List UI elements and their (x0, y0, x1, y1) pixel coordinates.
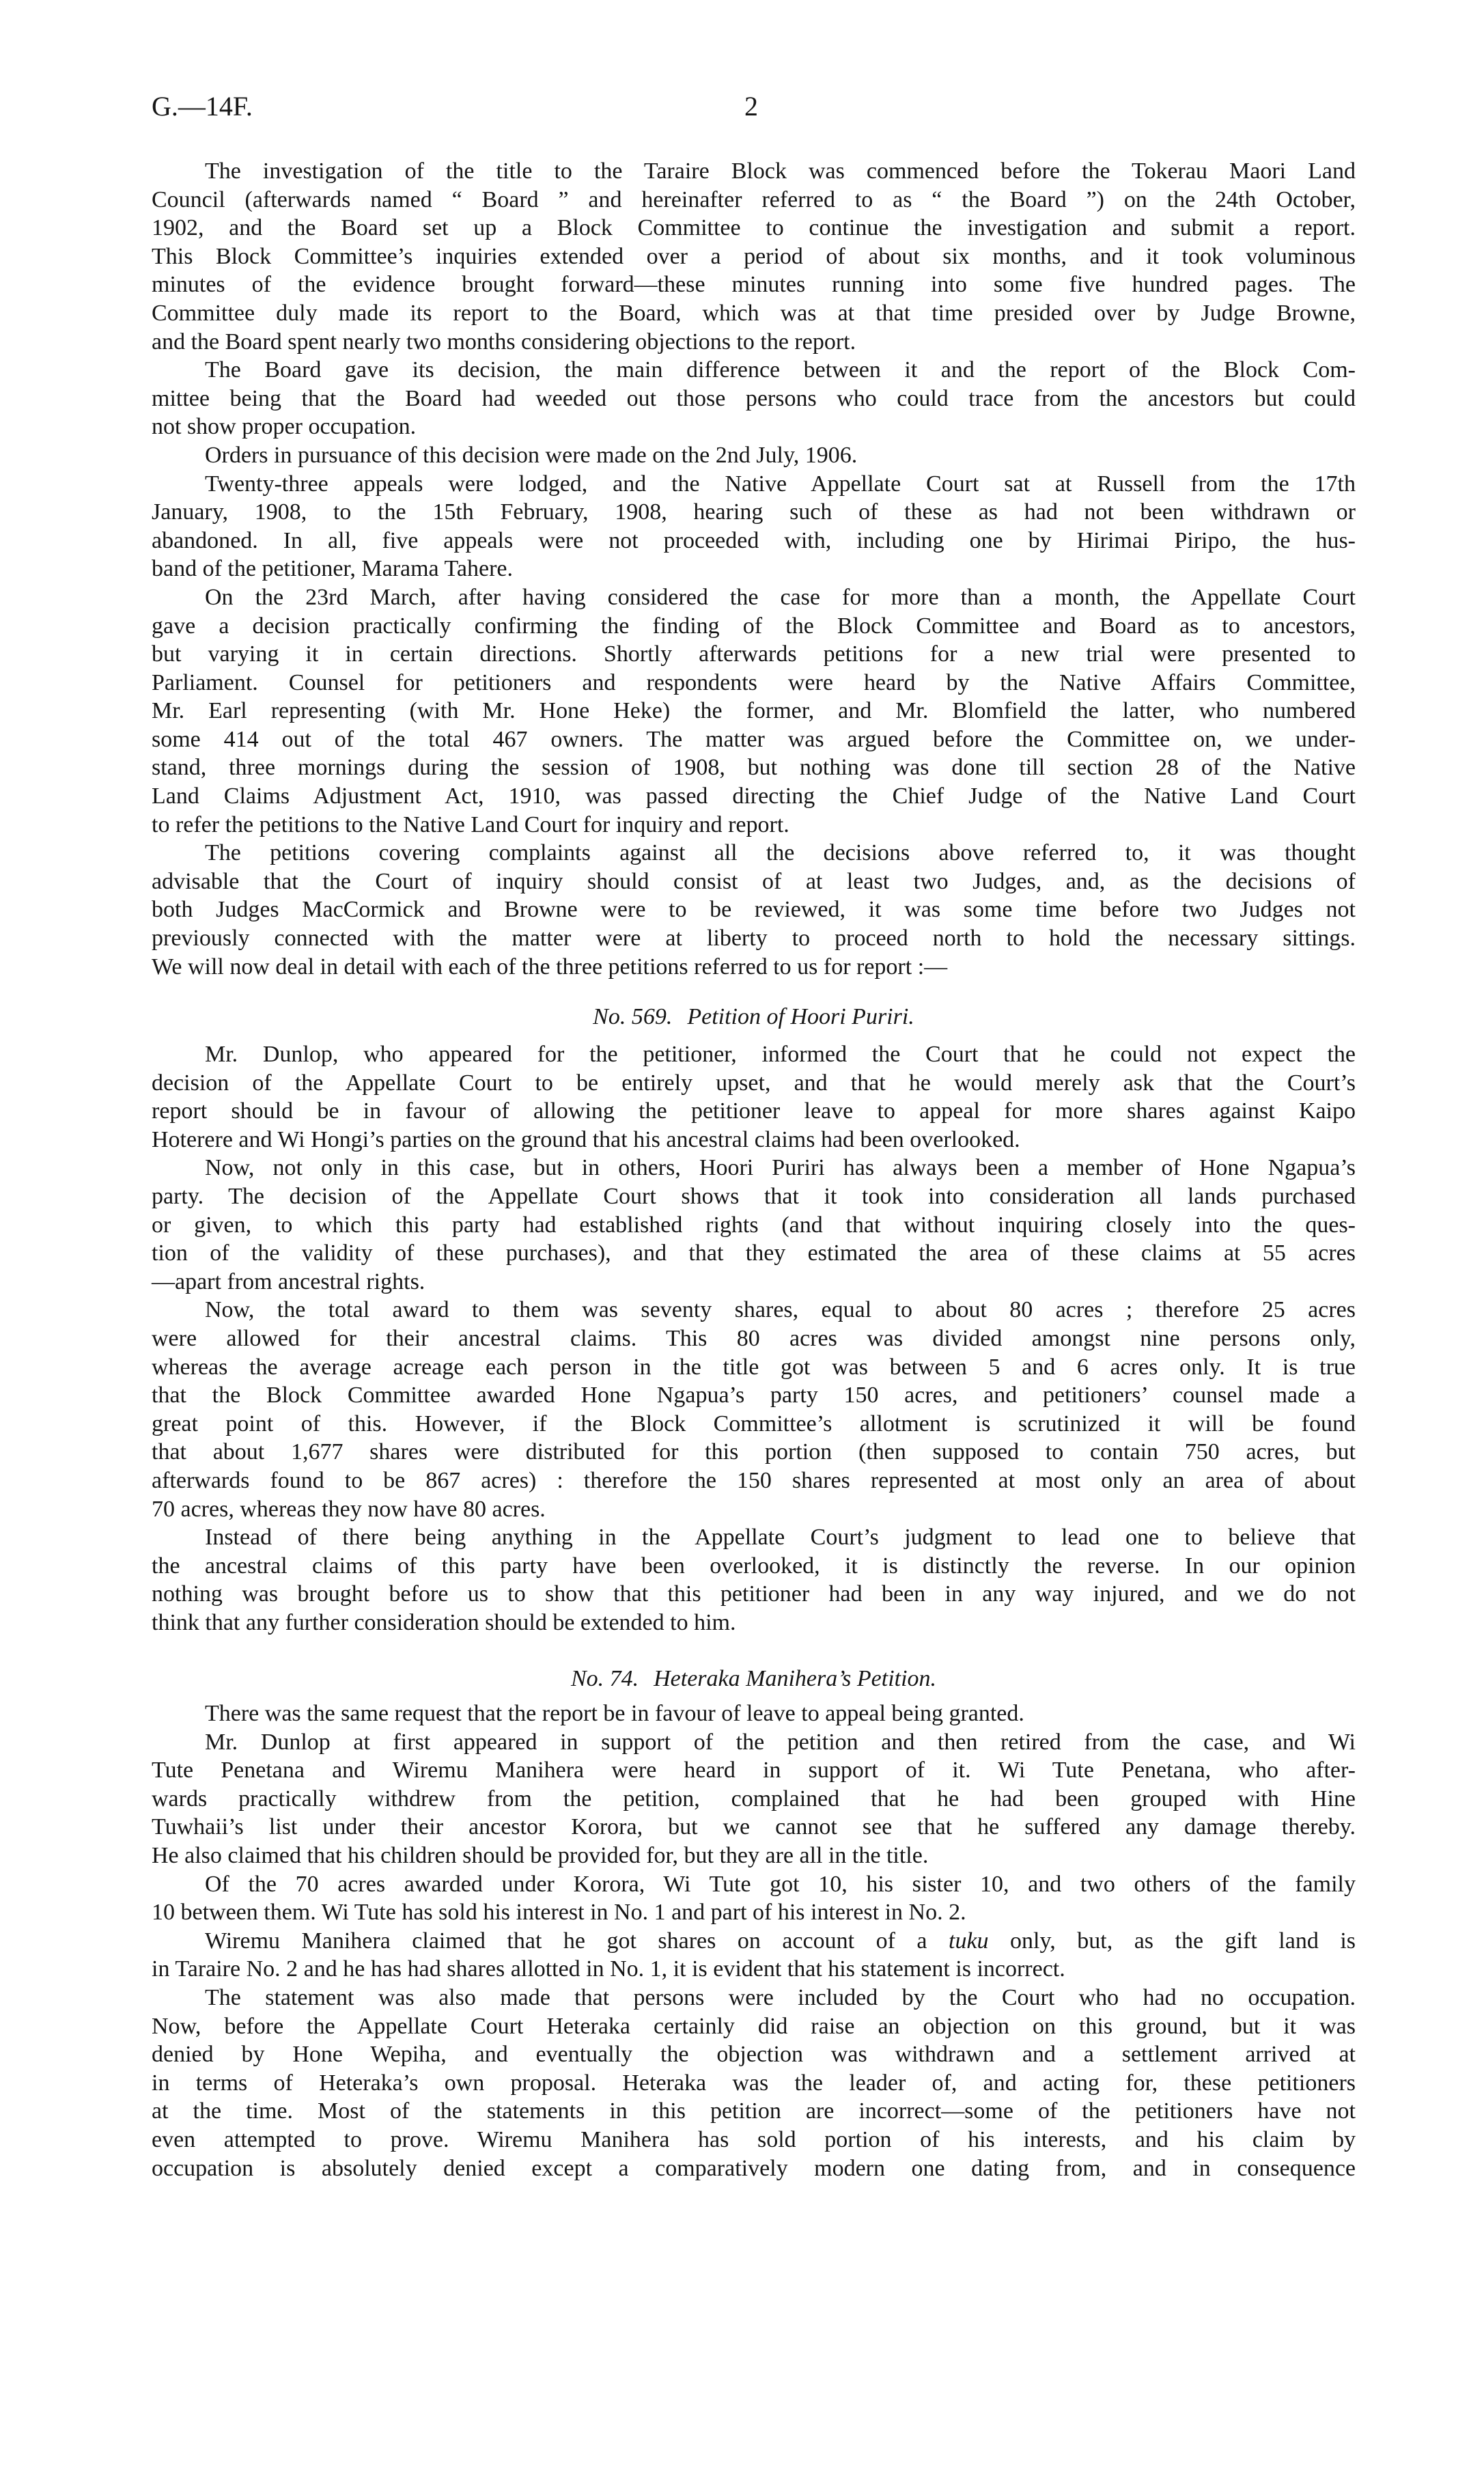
paragraph (152, 1154, 1356, 1296)
text-line: decision of the Appellate Court to be entirely upset, and that he would merely ask that the Court’s (152, 1070, 1356, 1096)
paragraph (152, 839, 1356, 981)
italic-term: tuku (949, 1928, 989, 1954)
text-line: We will now deal in detail with each of the three petitions referred to us for report :— (152, 954, 948, 980)
text-line: previously connected with the matter were at liberty to proceed north to hold the necessary sittings. (152, 926, 1356, 952)
text-line: or given, to which this party had established rights (and that without inquiring closely into the ques- (152, 1212, 1356, 1238)
paragraph (152, 1984, 1356, 2182)
text-line: 10 between them. Wi Tute has sold his interest in No. 1 and part of his interest in No. 2. (152, 1900, 966, 1926)
text-line: party. The decision of the Appellate Court shows that it took into consideration all lands purchased (152, 1183, 1356, 1209)
text-line: mittee being that the Board had weeded out those persons who could trace from the ancestors but could (152, 385, 1356, 411)
text-line: 70 acres, whereas they now have 80 acres. (152, 1496, 546, 1522)
petition-569-title: Petition of Hoori Puriri. (687, 1004, 914, 1029)
text-line: some 414 out of the total 467 owners. The matter was argued before the Committee on, we under- (152, 726, 1356, 752)
text-line: that the Block Committee awarded Hone Ngapua’s party 150 acres, and petitioners’ counsel made a (152, 1383, 1356, 1408)
text-line: —apart from ancestral rights. (152, 1268, 425, 1294)
text-segment: only, but, as the gift land is (988, 1928, 1356, 1954)
text-line: Committee duly made its report to the Board, which was at that time presided over by Judge Browne, (152, 300, 1356, 326)
text-line: minutes of the evidence brought forward—these minutes running into some five hundred pages. The (152, 272, 1356, 298)
text-line: in Taraire No. 2 and he has had shares allotted in No. 1, it is evident that his statement is incorrect. (152, 1956, 1065, 1982)
paragraph (152, 1040, 1356, 1154)
petition-74-number: No. 74. (570, 1666, 639, 1691)
text-line: stand, three mornings during the session of 1908, but nothing was done till section 28 of the Native (152, 755, 1356, 781)
text-line: both Judges MacCormick and Browne were to be reviewed, it was some time before two Judges not (152, 897, 1356, 923)
text-line: Now, the total award to them was seventy shares, equal to about 80 acres ; therefore 25 acres (205, 1297, 1356, 1323)
text-line: Parliament. Counsel for petitioners and respondents were heard by the Native Affairs Committee, (152, 669, 1356, 695)
text-line: Now, before the Appellate Court Heteraka certainly did raise an objection on this ground, but it was (152, 2013, 1356, 2039)
text-line (152, 1927, 1356, 1956)
petition-569-heading (152, 1003, 1356, 1031)
text-line: the ancestral claims of this party have been overlooked, it is distinctly the reverse. In our opinion (152, 1553, 1356, 1579)
text-line: Twenty-three appeals were lodged, and the Native Appellate Court sat at Russell from the 17th (205, 471, 1356, 497)
text-line: Hoterere and Wi Hongi’s parties on the ground that his ancestral claims had been overlooked. (152, 1126, 1020, 1152)
text-line: He also claimed that his children should be provided for, but they are all in the title. (152, 1842, 929, 1868)
text-line: Tute Penetana and Wiremu Manihera were heard in support of it. Wi Tute Penetana, who after- (152, 1758, 1356, 1783)
text-line: Council (afterwards named “ Board ” and hereinafter referred to as “ the Board ”) on the 24th October, (152, 186, 1356, 212)
text-line: Mr. Dunlop, who appeared for the petitioner, informed the Court that he could not expect the (205, 1042, 1356, 1067)
text-line: Of the 70 acres awarded under Korora, Wi Tute got 10, his sister 10, and two others of the family (205, 1871, 1356, 1897)
text-line: The petitions covering complaints against all the decisions above referred to, it was thought (205, 840, 1356, 866)
paragraph (152, 1699, 1356, 1728)
text-line: advisable that the Court of inquiry should consist of at least two Judges, and, as the decisions of (152, 868, 1356, 894)
text-line: great point of this. However, if the Block Committee’s allotment is scrutinized it will be found (152, 1411, 1356, 1436)
petition-569-number: No. 569. (593, 1004, 673, 1029)
text-line: but varying it in certain directions. Shortly afterwards petitions for a new trial were presented to (152, 641, 1356, 667)
text-line: whereas the average acreage each person in the title got was between 5 and 6 acres only. It is true (152, 1354, 1356, 1380)
text-line: at the time. Most of the statements in this petition are incorrect—some of the petitioners have not (152, 2098, 1356, 2124)
paragraph (152, 1523, 1356, 1637)
text-line: Land Claims Adjustment Act, 1910, was passed directing the Chief Judge of the Native Land Court (152, 783, 1356, 809)
text-line: in terms of Heteraka’s own proposal. Heteraka was the leader of, and acting for, these petitioners (152, 2070, 1356, 2096)
paragraph (152, 470, 1356, 583)
text-segment: Wiremu Manihera claimed that he got shares on account of a (205, 1928, 949, 1954)
text-line: Mr. Dunlop at first appeared in support of the petition and then retired from the case, and Wi (205, 1729, 1356, 1755)
text-line: On the 23rd March, after having considered the case for more than a month, the Appellate Court (205, 584, 1356, 610)
text-line: afterwards found to be 867 acres) : therefore the 150 shares represented at most only an area of about (152, 1467, 1356, 1493)
text-line: Instead of there being anything in the Appellate Court’s judgment to lead one to believe that (205, 1525, 1356, 1551)
text-line: Now, not only in this case, but in others, Hoori Puriri has always been a member of Hone Ngapua’s (205, 1155, 1356, 1181)
petition-74-heading (152, 1665, 1356, 1693)
text-line: not show proper occupation. (152, 414, 417, 440)
text-line: gave a decision practically confirming the finding of the Block Committee and Board as to ancestors, (152, 613, 1356, 639)
text-line: Mr. Earl representing (with Mr. Hone Heke) the former, and Mr. Blomfield the latter, who numbered (152, 698, 1356, 724)
paragraph (152, 583, 1356, 839)
text-line: even attempted to prove. Wiremu Manihera has sold portion of his interests, and his claim by (152, 2126, 1356, 2152)
text-line: abandoned. In all, five appeals were not proceeded with, including one by Hirimai Piripo, the hus- (152, 527, 1356, 553)
text-line: There was the same request that the report be in favour of leave to appeal being granted. (205, 1701, 1024, 1726)
text-line: occupation is absolutely denied except a comparatively modern one dating from, and in consequence (152, 2155, 1356, 2181)
text-line: nothing was brought before us to show that this petitioner had been in any way injured, and we do not (152, 1581, 1356, 1607)
text-line: wards practically withdrew from the petition, complained that he had been grouped with Hine (152, 1786, 1356, 1811)
text-line: report should be in favour of allowing the petitioner leave to appeal for more shares against Kaipo (152, 1098, 1356, 1124)
paragraph (152, 1728, 1356, 1870)
text-line: denied by Hone Wepiha, and eventually the objection was withdrawn and a settlement arrived at (152, 2042, 1356, 2068)
petition-74-section (152, 1699, 1356, 2182)
text-line: The statement was also made that persons were included by the Court who had no occupation. (205, 1984, 1356, 2010)
text-line: band of the petitioner, Marama Tahere. (152, 556, 514, 582)
text-line: Tuwhaii’s list under their ancestor Korora, but we cannot see that he suffered any damage thereby. (152, 1814, 1356, 1840)
paragraph (152, 1296, 1356, 1523)
paragraph (152, 356, 1356, 441)
text-line: 1902, and the Board set up a Block Committee to continue the investigation and submit a report. (152, 215, 1356, 241)
text-line: to refer the petitions to the Native Land Court for inquiry and report. (152, 811, 789, 837)
text-line: tion of the validity of these purchases), and that they estimated the area of these claims at 55 acres (152, 1240, 1356, 1266)
petition-74-title: Heteraka Manihera’s Petition. (654, 1666, 937, 1691)
text-line: think that any further consideration should be extended to him. (152, 1609, 736, 1635)
text-line: January, 1908, to the 15th February, 1908, hearing such of these as had not been withdrawn or (152, 499, 1356, 525)
text-line: The Board gave its decision, the main difference between it and the report of the Block Com- (205, 357, 1356, 383)
document-code: G.—14F. (152, 91, 253, 122)
intro-section (152, 157, 1356, 981)
petition-569-section (152, 1040, 1356, 1637)
text-line: and the Board spent nearly two months considering objections to the report. (152, 329, 856, 355)
text-line: This Block Committee’s inquiries extended over a period of about six months, and it took voluminous (152, 243, 1356, 269)
page-number: 2 (744, 91, 758, 122)
paragraph (152, 1927, 1356, 1984)
paragraph (152, 1870, 1356, 1927)
text-line: The investigation of the title to the Taraire Block was commenced before the Tokerau Maori Land (205, 158, 1356, 184)
text-line: that about 1,677 shares were distributed for this portion (then supposed to contain 750 acres, but (152, 1439, 1356, 1465)
text-line: Orders in pursuance of this decision were made on the 2nd July, 1906. (205, 442, 858, 468)
paragraph (152, 157, 1356, 356)
paragraph (152, 441, 1356, 470)
text-line: were allowed for their ancestral claims. This 80 acres was divided amongst nine persons only, (152, 1325, 1356, 1351)
